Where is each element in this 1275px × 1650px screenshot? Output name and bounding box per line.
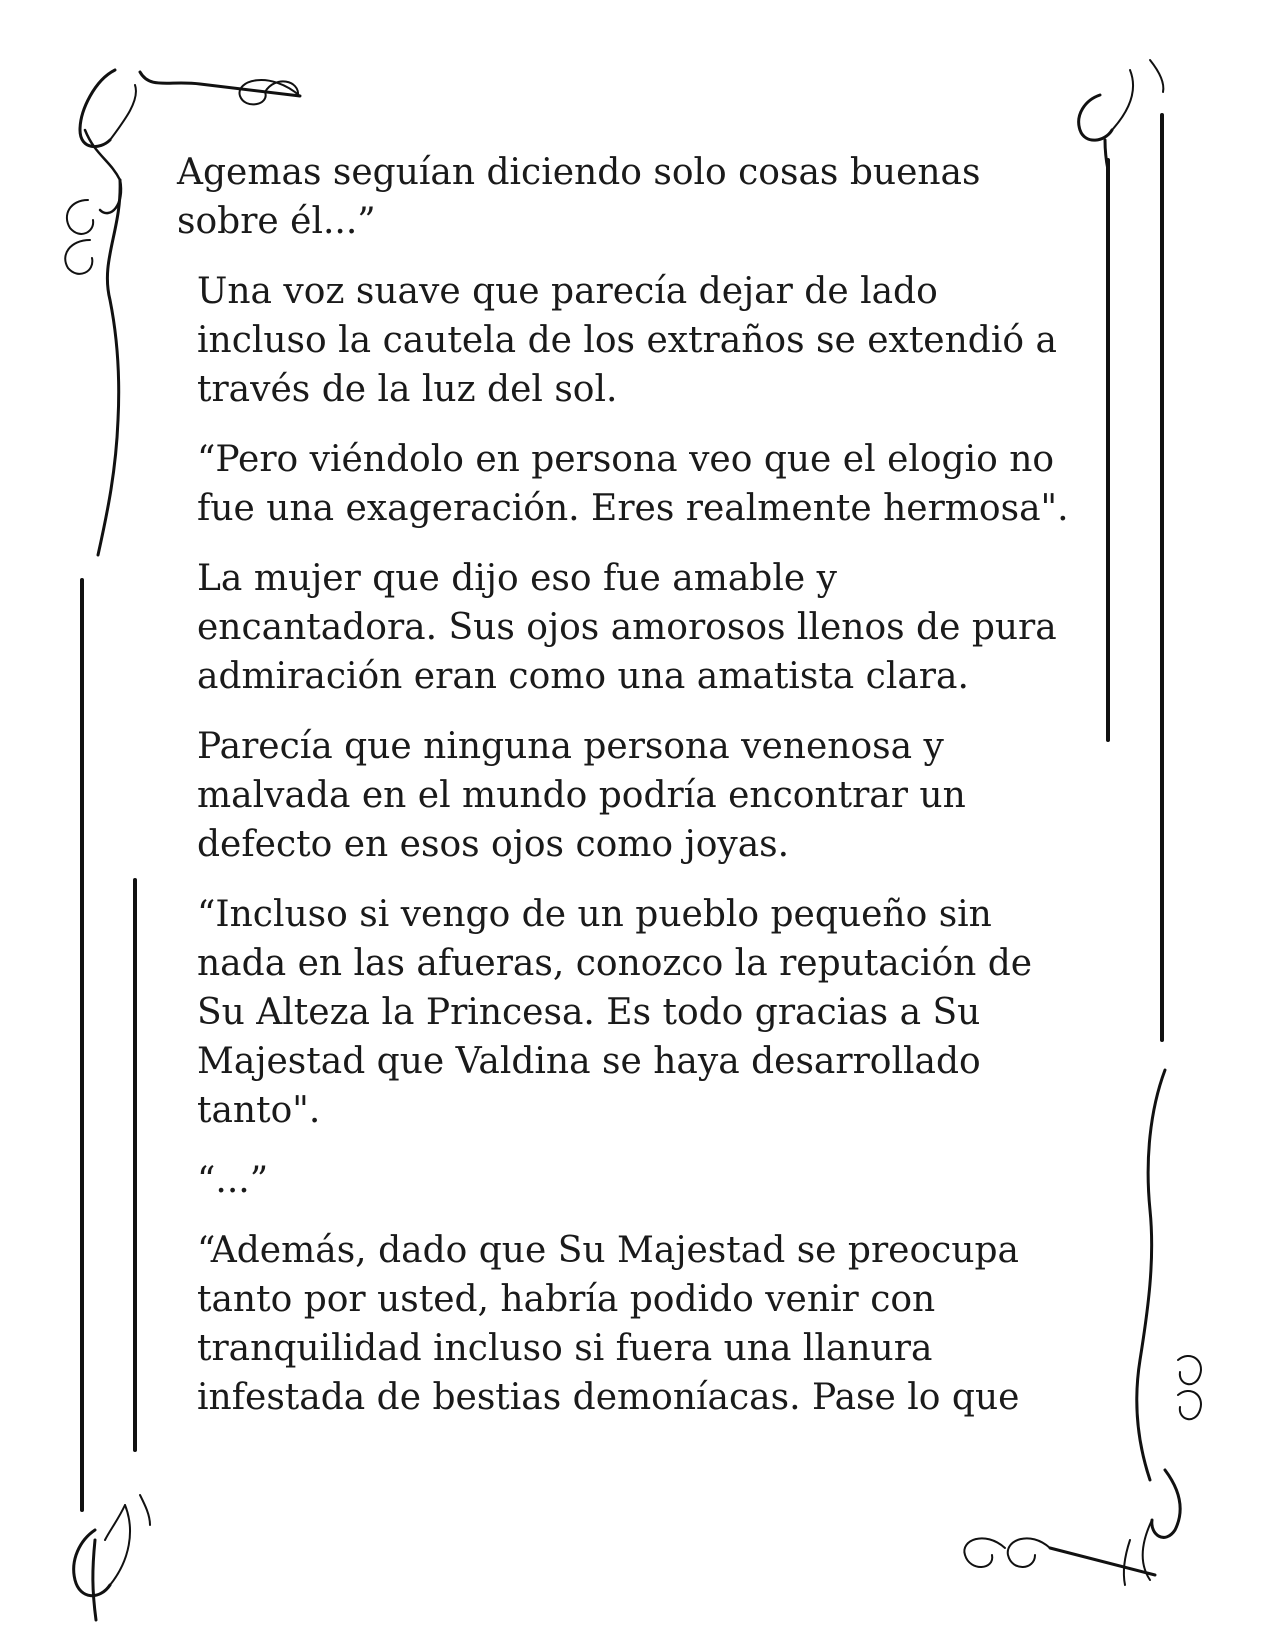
text-line: La mujer que dijo eso fue amable y [197,558,837,599]
text-line: través de la luz del sol. [197,369,618,410]
text-line: tanto por usted, habría podido venir con [197,1279,936,1320]
paragraph [177,1156,1097,1205]
text-line: tanto". [197,1090,321,1131]
paragraph [177,435,1097,533]
paragraph [177,267,1097,414]
text-line: fue una exageración. Eres realmente hermosa". [197,488,1069,529]
paragraph [177,1226,1097,1422]
paragraph [177,554,1097,701]
paragraph [177,148,1097,246]
text-line: tranquilidad incluso si fuera una llanura [197,1328,933,1369]
paragraph [177,890,1097,1135]
text-line: sobre él...” [177,201,376,242]
text-line: incluso la cautela de los extraños se extendió a [197,320,1057,361]
text-line: Agemas seguían diciendo solo cosas buenas [177,152,981,193]
text-line: admiración eran como una amatista clara. [197,656,969,697]
text-line: defecto en esos ojos como joyas. [197,824,790,865]
text-line: infestada de bestias demoníacas. Pase lo que [197,1377,1020,1418]
text-line: malvada en el mundo podría encontrar un [197,775,966,816]
text-line: nada en las afueras, conozco la reputación de [197,943,1033,984]
text-line: Su Alteza la Princesa. Es todo gracias a Su [197,992,981,1033]
text-line: Parecía que ninguna persona venenosa y [197,726,944,767]
text-line: “...” [197,1160,269,1201]
text-line: “Además, dado que Su Majestad se preocupa [197,1230,1020,1271]
text-line: “Incluso si vengo de un pueblo pequeño sin [197,894,992,935]
paragraph [177,722,1097,869]
text-line: Una voz suave que parecía dejar de lado [197,271,938,312]
text-line: Majestad que Valdina se haya desarrollado [197,1041,981,1082]
page-text [177,148,1097,1443]
text-line: “Pero viéndolo en persona veo que el elogio no [197,439,1055,480]
bottom-left-flourish [74,1495,150,1620]
text-line: encantadora. Sus ojos amorosos llenos de pura [197,607,1057,648]
